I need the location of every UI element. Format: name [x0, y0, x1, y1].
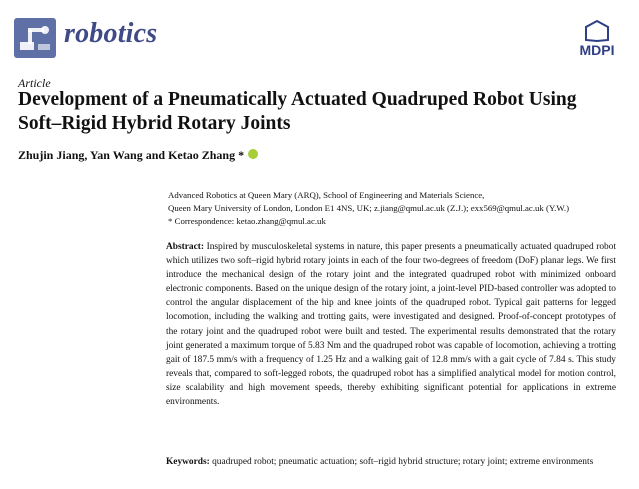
- affiliation-line: Queen Mary University of London, London E1 4NS, UK; z.jiang@qmul.ac.uk (Z.J.); exx569@qmul.ac.uk (Y.W.): [168, 203, 570, 213]
- article-title: Development of a Pneumatically Actuated Quadruped Robot Using Soft–Rigid Hybrid Rotary Joints: [18, 89, 577, 134]
- affiliation-block: [168, 189, 618, 228]
- keywords: [166, 455, 616, 469]
- journal-name: robotics: [64, 18, 158, 49]
- mdpi-logo: [568, 20, 626, 58]
- author-list: [18, 148, 258, 163]
- correspondence-line: * Correspondence: ketao.zhang@qmul.ac.uk: [168, 216, 326, 226]
- mdpi-hex-icon: [568, 20, 626, 42]
- abstract: [166, 240, 616, 409]
- orcid-icon[interactable]: [248, 149, 258, 159]
- affiliation-line: Advanced Robotics at Queen Mary (ARQ), School of Engineering and Materials Science,: [168, 190, 485, 200]
- robotics-logo-icon: [14, 18, 56, 58]
- abstract-label: Abstract:: [166, 242, 205, 252]
- publisher-name: MDPI: [579, 42, 615, 58]
- article-type: Article: [18, 76, 51, 90]
- keywords-label: Keywords:: [166, 457, 210, 467]
- abstract-text: Inspired by musculoskeletal systems in nature, this paper presents a pneumatically actuated quadruped robot which utilizes two soft–rigid hybrid rotary joints in each of the four two-degrees of freedom (DoF) planar legs. We first introduce the mechanical design of the rotary joint and the integrated quadruped robot with minimized onboard electronic components. Based on the unique design of the rotary joint, a joint-level PID-based controller was adopted to control the angular displacement of the hip and knee joints of the quadruped robot. Typical gait patterns for legged locomotion, including the walking and trotting gaits, were investigated and designed. Proof-of-concept prototypes of the rotary joint and the quadruped robot were built and tested. The experimental results demonstrated that the rotary joint generated a maximum torque of 5.83 Nm and the quadruped robot was capable of locomotion, achieving a trotting gait of 187.5 mm/s with a frequency of 1.25 Hz and a walking gait of 12.8 mm/s with a gait cycle of 7.84 s. This study reveals that, compared to soft-legged robots, the quadruped robot has a simplified analytical model for motion control, size scalability and high movement speeds, thereby exhibiting significant potential for applications in extreme environments.: [166, 242, 617, 408]
- authors-text: Zhujin Jiang, Yan Wang and Ketao Zhang *: [18, 148, 245, 162]
- journal-header: [14, 14, 626, 60]
- keywords-text: quadruped robot; pneumatic actuation; soft–rigid hybrid structure; rotary joint; extreme environments: [212, 457, 594, 467]
